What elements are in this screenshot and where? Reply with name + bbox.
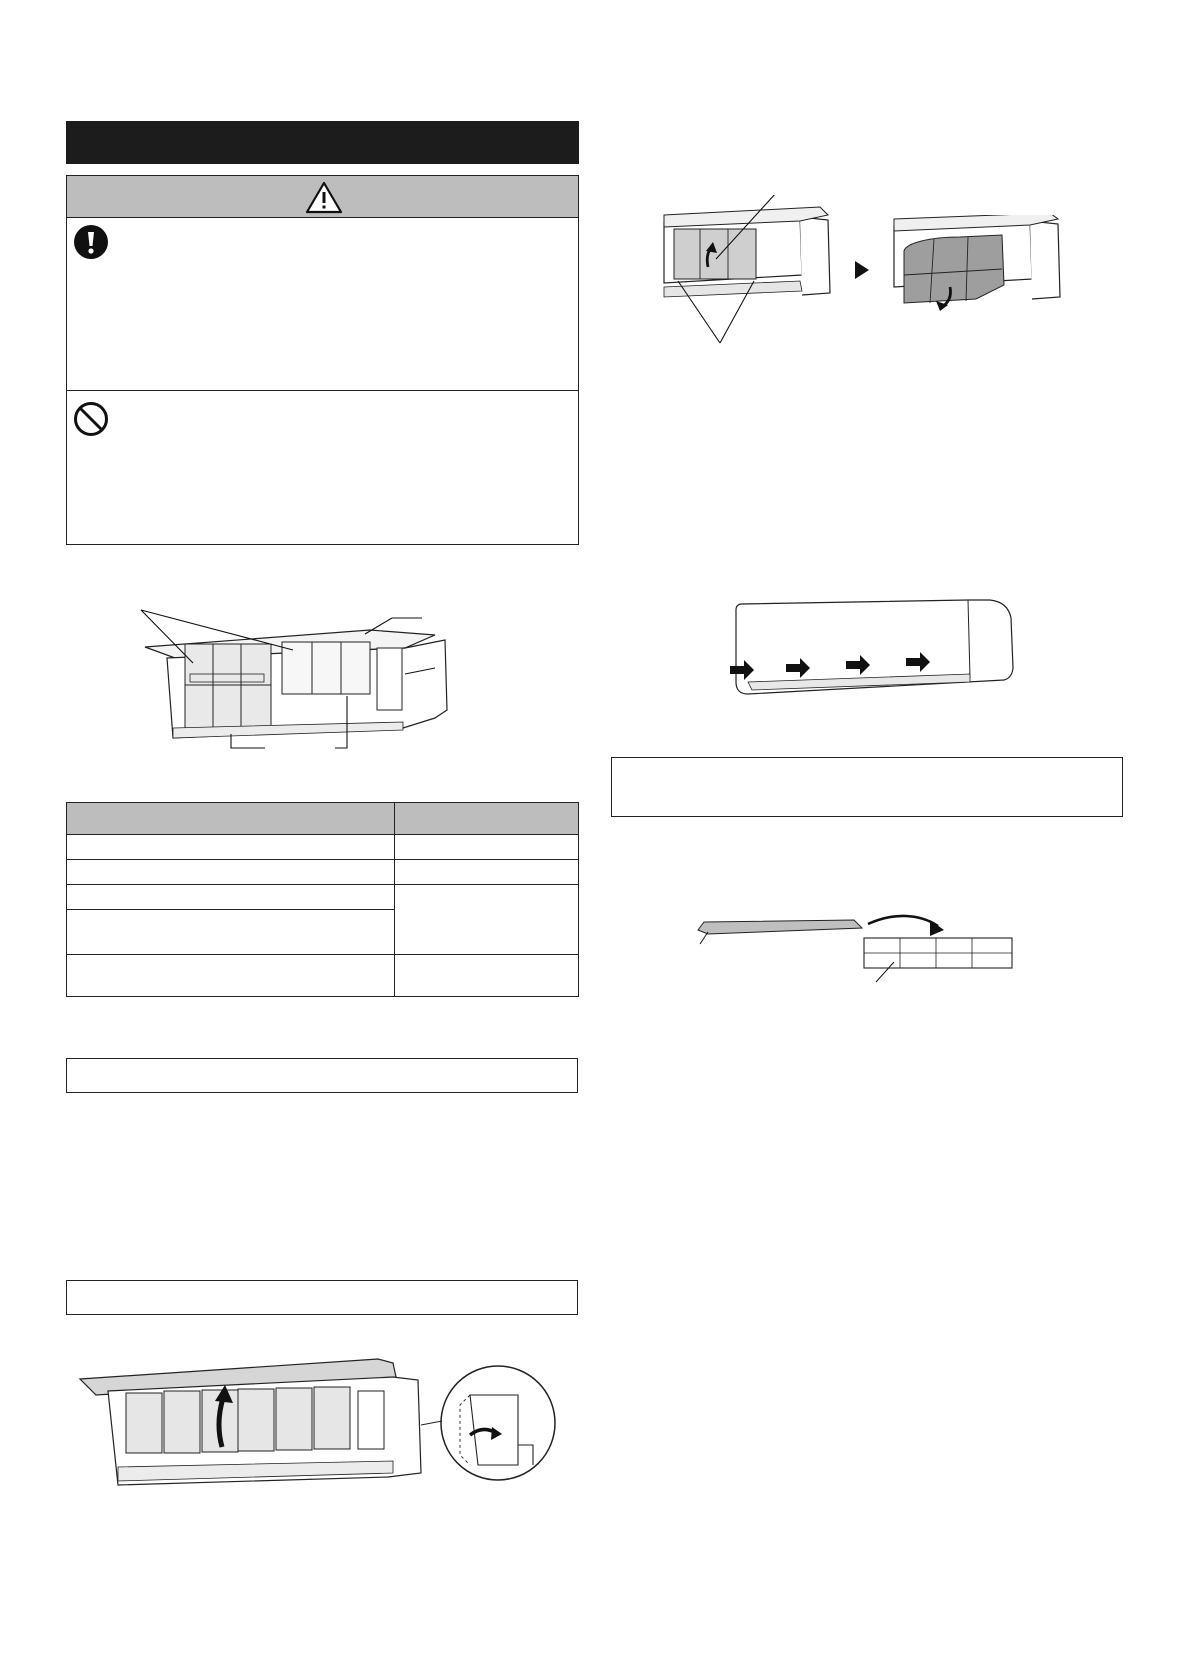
mandatory-action-icon <box>73 224 109 260</box>
warning-divider <box>67 390 578 391</box>
table-row <box>66 860 579 885</box>
remove-filter-diagram-step1 <box>660 195 845 355</box>
filter-insertion-diagram <box>690 910 1030 1005</box>
table-merged-cell <box>394 885 579 955</box>
warning-box <box>66 175 579 545</box>
note-box <box>66 1280 578 1315</box>
note-box <box>66 1058 578 1093</box>
table-row <box>66 910 394 955</box>
table-row <box>66 835 579 860</box>
table-row <box>66 885 394 910</box>
section-title-bar <box>66 121 579 164</box>
prohibition-icon <box>73 401 109 437</box>
warning-triangle-icon <box>305 181 343 214</box>
play-arrow-icon <box>853 259 871 281</box>
indoor-unit-parts-diagram <box>135 600 465 760</box>
table-row <box>66 955 579 997</box>
note-box <box>611 757 1123 817</box>
remove-filter-diagram-step2 <box>890 215 1075 330</box>
warning-header <box>67 176 578 218</box>
parts-table <box>66 802 579 997</box>
unit-front-arrows-diagram <box>728 598 1018 703</box>
open-front-panel-diagram <box>78 1355 558 1495</box>
table-header-row <box>66 802 579 835</box>
